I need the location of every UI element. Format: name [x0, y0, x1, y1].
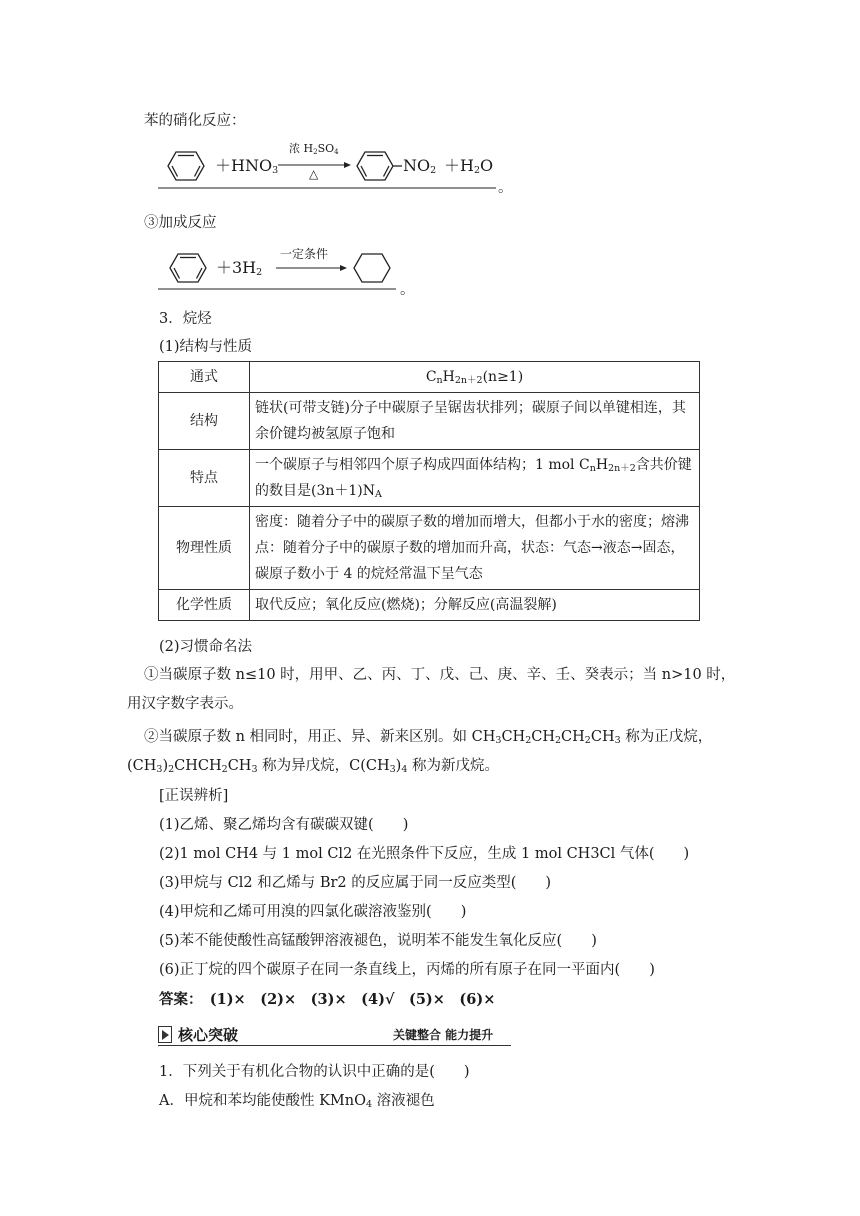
table-label: 物理性质	[159, 507, 250, 590]
correction-item: (6)正丁烷的四个碳原子在同一条直线上，丙烯的所有原子在同一平面内( )	[159, 962, 655, 978]
benzene-ring-icon	[170, 254, 206, 282]
section-heading: 3．烷烃	[159, 311, 212, 327]
play-icon	[158, 1026, 172, 1043]
benzene-ring-icon	[168, 152, 204, 180]
nitration-caption: 苯的硝化反应：	[144, 113, 246, 129]
alkane-property-table	[158, 361, 700, 621]
table-row	[159, 507, 700, 590]
correction-heading: [正误辨析]	[159, 788, 229, 804]
addition-3h2: $+3H_2$	[216, 258, 263, 278]
naming-paragraph-1: ①当碳原子数 n≤10 时，用甲、乙、丙、丁、戊、己、庚、辛、壬、癸表示；当 n>10 时，用汉字数字表示。	[127, 667, 736, 712]
addition-period: 。	[400, 282, 415, 298]
subheading-structure: (1)结构与性质	[159, 339, 253, 355]
table-row	[159, 393, 700, 450]
subheading-naming: (2)习惯命名法	[159, 639, 253, 655]
table-label: 化学性质	[159, 590, 250, 621]
table-label: 结构	[159, 393, 250, 450]
question-option-a: A．甲烷和苯均能使酸性 KMnO$_4$ 溶液褪色	[159, 1093, 435, 1110]
correction-item: (2)1 mol CH4 与 1 mol Cl2 在光照条件下反应，生成 1 mol CH3Cl 气体( )	[159, 846, 690, 862]
table-value: 链状(可带支链)分子中碳原子呈锯齿状排列；碳原子间以单键相连，其余价键均被氢原子饱和	[250, 393, 700, 450]
correction-item: (1)乙烯、聚乙烯均含有碳碳双键( )	[159, 817, 409, 833]
core-section-title: 核心突破	[178, 1026, 239, 1044]
table-row	[159, 450, 700, 507]
table-row	[159, 590, 700, 621]
nitration-h2o: $+H_2O$	[444, 156, 494, 176]
correction-item: (4)甲烷和乙烯可用溴的四氯化碳溶液鉴别( )	[159, 904, 467, 920]
table-label: 通式	[159, 362, 250, 393]
table-value: 密度：随着分子中的碳原子数的增加而增大，但都小于水的密度；熔沸点：随着分子中的碳原子数的增加而升高，状态：气态→液态→固态，碳原子数小于 4 的烷烃常温下呈气态	[250, 507, 700, 590]
addition-condition-top: 一定条件	[280, 247, 329, 261]
correction-item: (3)甲烷与 Cl2 和乙烯与 Br2 的反应属于同一反应类型( )	[159, 875, 552, 891]
question-stem: 1．下列关于有机化合物的认识中正确的是( )	[159, 1064, 470, 1080]
nitration-condition-top: 浓 $H_2SO_4$	[289, 142, 339, 156]
correction-item: (5)苯不能使酸性高锰酸钾溶液褪色，说明苯不能发生氧化反应( )	[159, 933, 597, 949]
table-label: 特点	[159, 450, 250, 507]
core-section-banner	[158, 1026, 511, 1046]
nitration-hno3: $+HNO_3$	[215, 156, 279, 176]
nitration-condition-bottom: △	[309, 167, 319, 181]
nitration-no2: $NO_2$	[403, 156, 437, 176]
table-value: 一个碳原子与相邻四个原子构成四面体结构；1 mol $C_nH_{2n+2}$含共价键的数目是$(3n+1)N_A$	[250, 450, 700, 507]
naming-paragraph-2: ②当碳原子数 n 相同时，用正、异、新来区别。如 $CH_3CH_2CH_2CH_2CH_3$ 称为正戊烷，$(CH_3)_2CHCH_2CH_3$ 称为异戊烷，$C(CH_3)_4$ 称为新戊烷。	[127, 729, 713, 775]
addition-caption: ③加成反应	[144, 215, 217, 231]
answer-line: 答案： (1)× (2)× (3)× (4)√ (5)× (6)×	[159, 991, 496, 1008]
nitration-period: 。	[498, 180, 513, 196]
table-value: 取代反应；氧化反应(燃烧)；分解反应(高温裂解)	[250, 590, 700, 621]
nitrobenzene-ring-icon	[357, 152, 402, 180]
table-value-formula: $C_nH_{2n+2}(n\ge 1)$	[250, 362, 700, 393]
reaction-arrow-icon	[276, 265, 347, 271]
core-section-subtitle: 关键整合 能力提升	[393, 1028, 494, 1042]
cyclohexane-ring-icon	[354, 254, 390, 282]
table-row	[159, 362, 700, 393]
